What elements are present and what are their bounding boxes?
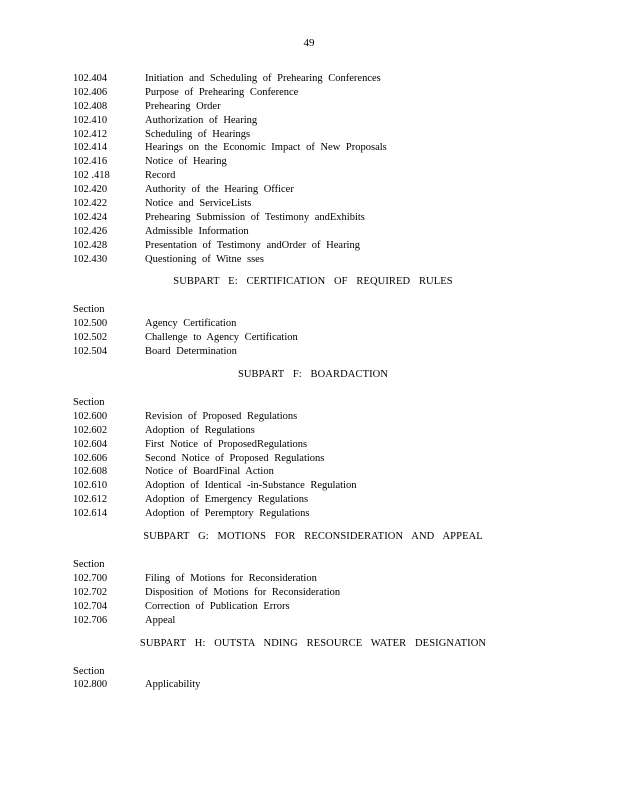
subpart-heading: SUBPART F: BOARDACTION: [237, 369, 389, 381]
section-title: Agency Certification: [145, 318, 237, 330]
toc-row: [73, 253, 553, 267]
section-label: Section: [73, 665, 105, 677]
toc-row: [73, 211, 553, 225]
section-title: Adoption of Identical -in-Substance Regulation: [145, 480, 357, 492]
section-number: 102.500: [73, 318, 108, 330]
section-number: 102.424: [73, 211, 108, 223]
section-number: 102.606: [73, 452, 108, 464]
section-title: Admissible Information: [145, 225, 249, 237]
toc-row: [73, 572, 553, 586]
section-title: First Notice of ProposedRegulations: [145, 438, 308, 450]
section-title: Notice of BoardFinal Action: [145, 466, 274, 478]
section-number: 102.612: [73, 494, 108, 506]
section-number: 102.420: [73, 184, 108, 196]
section-number: 102.408: [73, 100, 108, 112]
section-number: 102.706: [73, 614, 108, 626]
section-number: 102 .418: [73, 170, 110, 182]
section-number: 102.600: [73, 410, 108, 422]
toc-row: [73, 424, 553, 438]
section-number: 102.800: [73, 679, 108, 691]
toc-row: [73, 72, 553, 86]
section-number: 102.604: [73, 438, 108, 450]
toc-row: [73, 452, 553, 466]
section-label: Section: [73, 559, 105, 571]
section-title: Authority of the Hearing Officer: [145, 184, 294, 196]
section-title: Challenge to Agency Certification: [145, 332, 298, 344]
section-title: Second Notice of Proposed Regulations: [145, 452, 325, 464]
toc-row: [73, 239, 553, 253]
toc-row: [73, 86, 553, 100]
section-number: 102.504: [73, 346, 108, 358]
toc-row: [73, 493, 553, 507]
toc-row: [73, 600, 553, 614]
section-title: Notice and ServiceLists: [145, 198, 252, 210]
section-label: Section: [73, 397, 105, 409]
section-number: 102.704: [73, 600, 108, 612]
toc-row: [73, 317, 553, 331]
subpart-h: [73, 628, 553, 693]
section-title: Revision of Proposed Regulations: [145, 410, 298, 422]
toc-row: [73, 586, 553, 600]
subpart-f: [73, 359, 553, 521]
section-title: Hearings on the Economic Impact of New Proposals: [145, 142, 387, 154]
toc-row: [73, 479, 553, 493]
section-title: Presentation of Testimony andOrder of Hearing: [145, 239, 360, 251]
toc-row: [73, 345, 553, 359]
section-number: 102.414: [73, 142, 108, 154]
toc-row: [73, 100, 553, 114]
section-number: 102.700: [73, 572, 108, 584]
section-number: 102.406: [73, 86, 108, 98]
section-number: 102.428: [73, 239, 108, 251]
section-number: 102.614: [73, 508, 108, 520]
toc-row: [73, 114, 553, 128]
subpart-heading: SUBPART H: OUTSTA NDING RESOURCE WATER DESIGNATION: [139, 637, 487, 649]
section-number: 102.410: [73, 114, 108, 126]
section-number: 102.610: [73, 480, 108, 492]
section-title: Notice of Hearing: [145, 156, 227, 168]
toc-row: [73, 169, 553, 183]
toc-row: [73, 141, 553, 155]
section-title: Purpose of Prehearing Conference: [145, 86, 299, 98]
section-title: Correction of Publication Errors: [145, 600, 290, 612]
toc-row: [73, 197, 553, 211]
section-title: Authorization of Hearing: [145, 114, 258, 126]
toc-row: [73, 331, 553, 345]
section-title: Scheduling of Hearings: [145, 128, 251, 140]
section-number: 102.608: [73, 466, 108, 478]
section-number: 102.404: [73, 73, 108, 84]
section-title: Record: [145, 170, 176, 182]
toc-row: [73, 507, 553, 521]
toc-row: [73, 225, 553, 239]
section-title: Adoption of Peremptory Regulations: [145, 508, 310, 520]
section-number: 102.430: [73, 253, 108, 265]
section-title: Adoption of Regulations: [145, 424, 255, 436]
section-title: Disposition of Motions for Reconsideration: [145, 586, 341, 598]
section-title: Prehearing Submission of Testimony andExhibits: [145, 211, 365, 223]
section-title: Questioning of Witne sses: [145, 253, 264, 265]
section-number: 102.702: [73, 586, 108, 598]
toc-row: [73, 128, 553, 142]
toc-row: [73, 155, 553, 169]
toc-row: [73, 183, 553, 197]
section-number: 102.422: [73, 198, 108, 210]
subpart-g: [73, 521, 553, 627]
section-title: Appeal: [145, 614, 176, 626]
section-label: Section: [73, 304, 105, 316]
section-title: Filing of Motions for Reconsideration: [145, 572, 317, 584]
section-number: 102.502: [73, 332, 108, 344]
toc-row: [73, 678, 553, 692]
section-title: Applicability: [145, 679, 201, 691]
section-number: 102.602: [73, 424, 108, 436]
section-title: Prehearing Order: [145, 100, 221, 112]
intro-section-list: [73, 72, 553, 266]
section-title: Board Determination: [145, 346, 237, 358]
toc-row: [73, 438, 553, 452]
section-number: 102.426: [73, 225, 108, 237]
toc-row: [73, 465, 553, 479]
subpart-e: [73, 266, 553, 359]
section-number: 102.416: [73, 156, 108, 168]
subpart-heading: SUBPART G: MOTIONS FOR RECONSIDERATION AND APPEAL: [143, 531, 483, 543]
toc-row: [73, 410, 553, 424]
toc-row: [73, 614, 553, 628]
section-title: Adoption of Emergency Regulations: [145, 494, 309, 506]
table-of-contents: [73, 72, 553, 692]
page-number: 49: [303, 37, 315, 49]
subpart-heading: SUBPART E: CERTIFICATION OF REQUIRED RULES: [173, 276, 453, 288]
section-title: Initiation and Scheduling of Prehearing Conferences: [145, 73, 381, 84]
section-number: 102.412: [73, 128, 108, 140]
